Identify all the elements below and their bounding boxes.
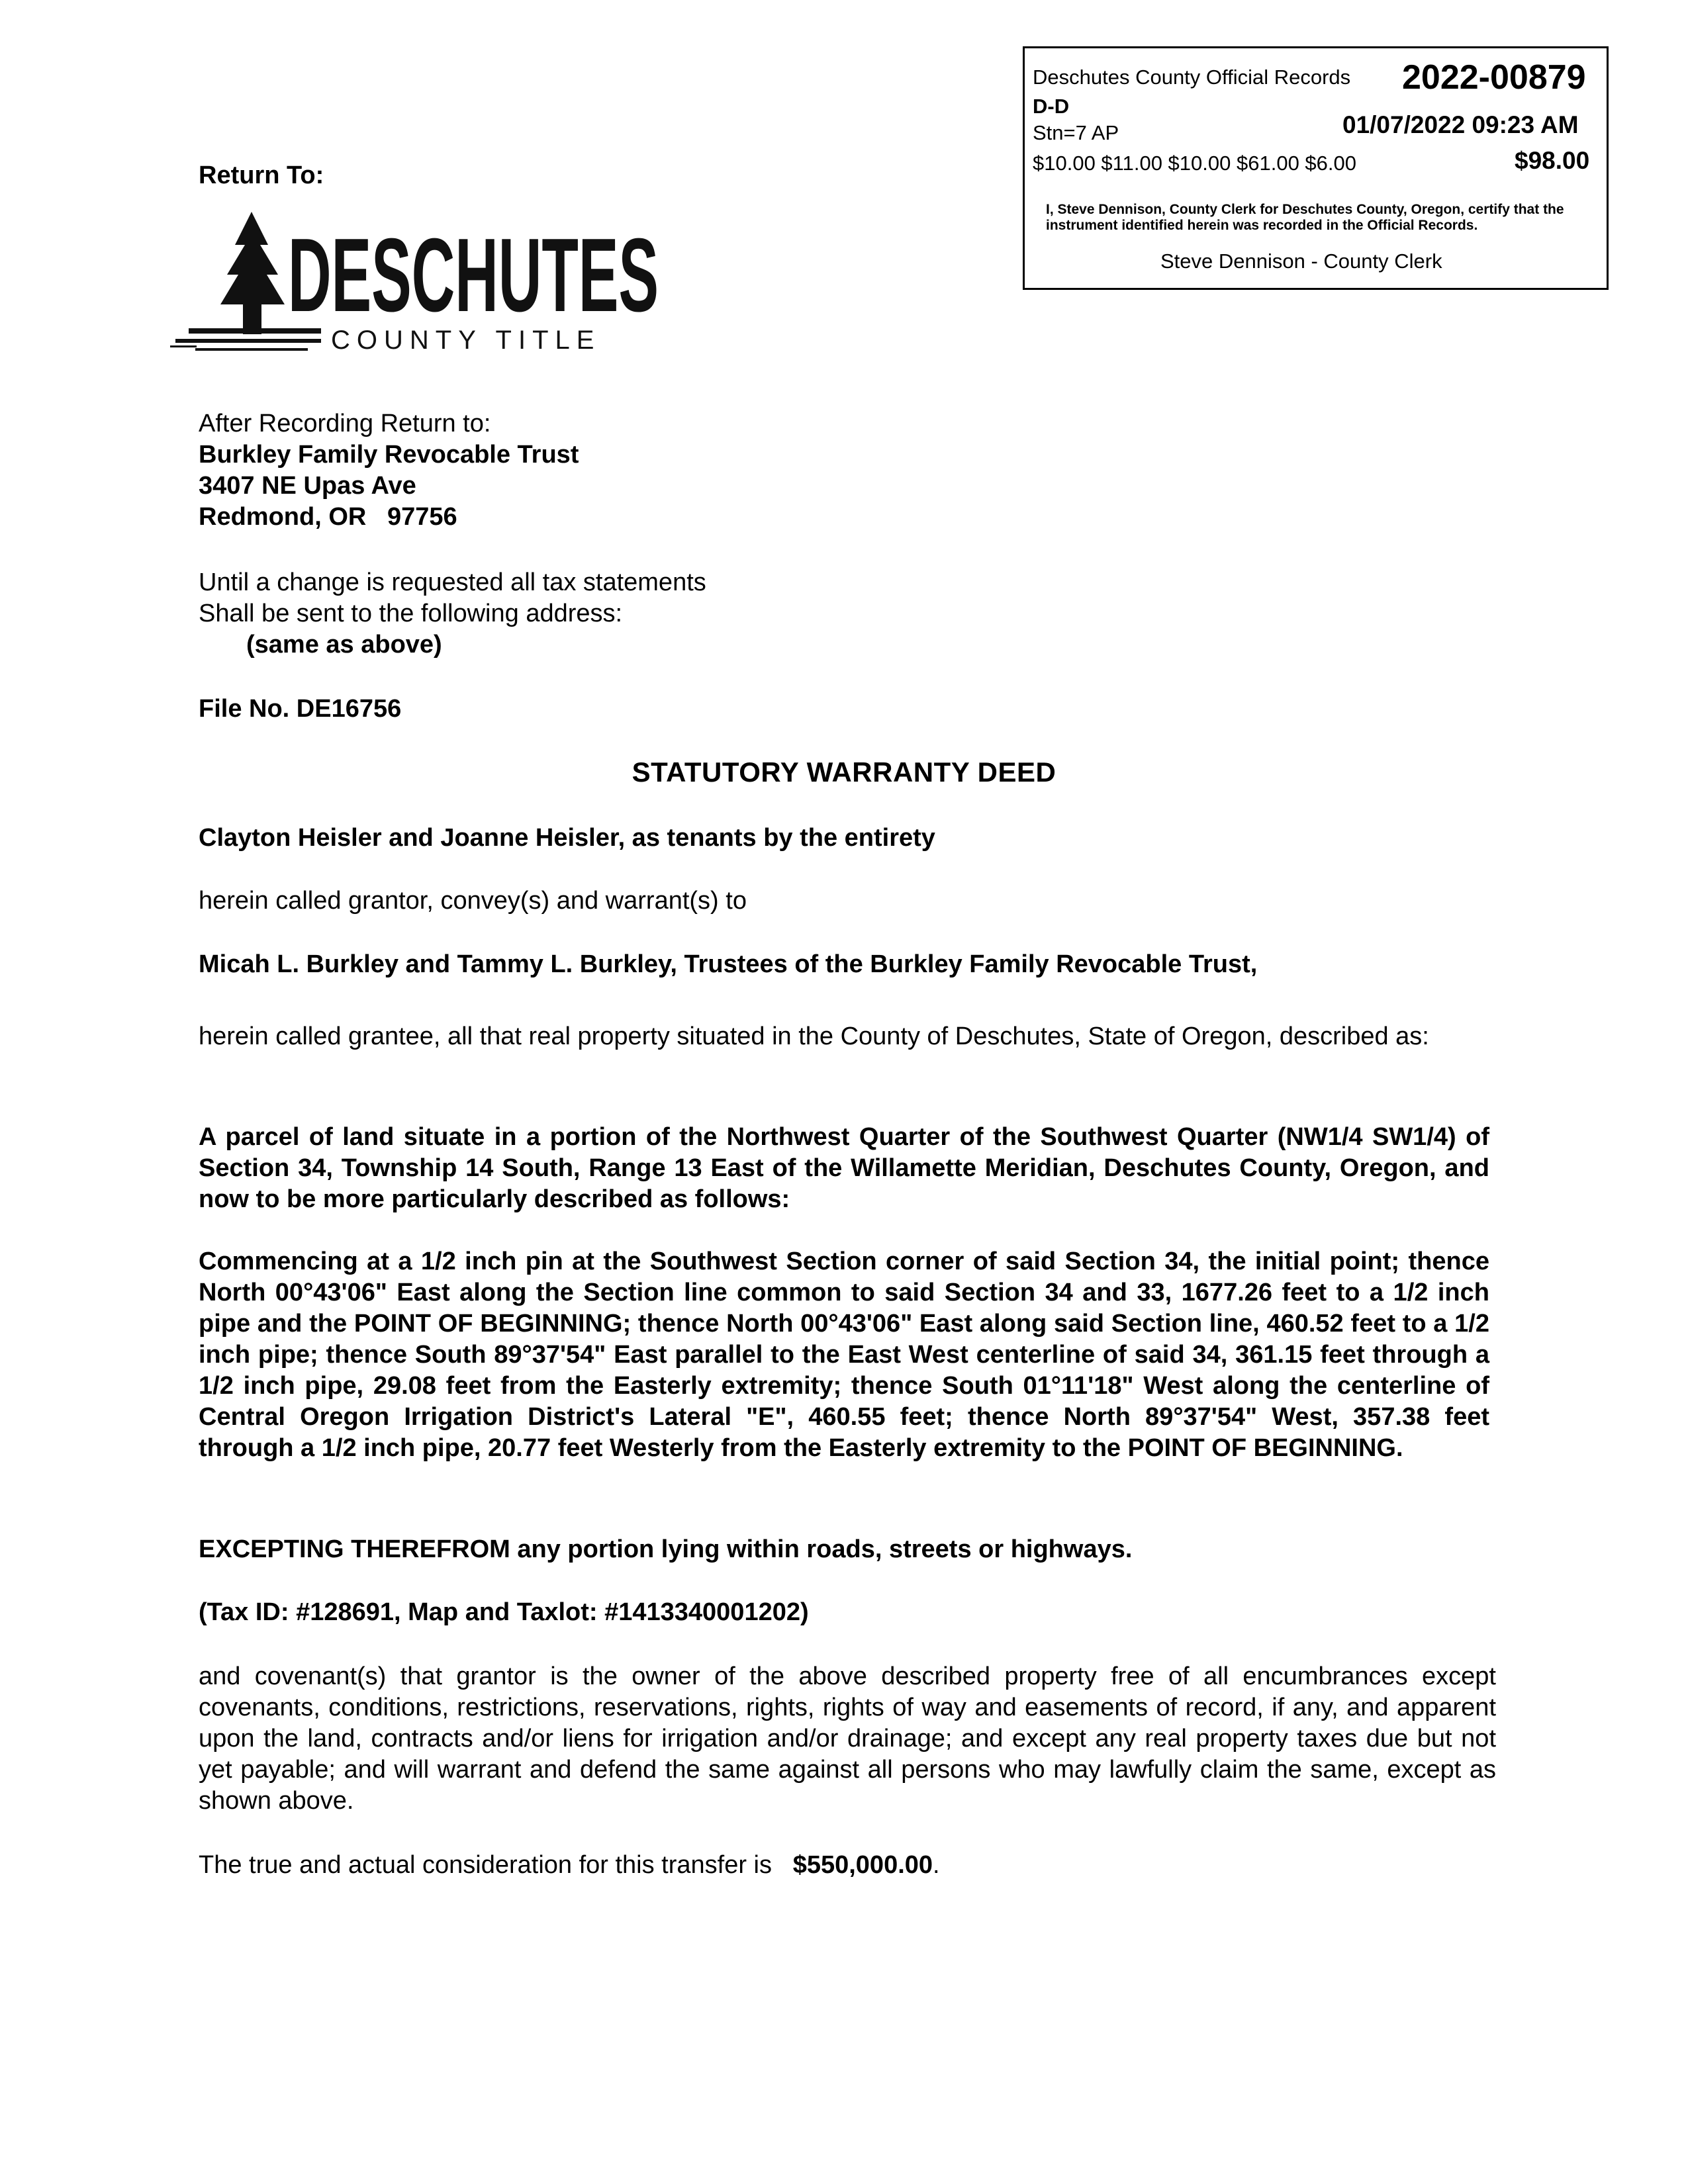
covenants-paragraph: and covenant(s) that grantor is the owner of the above described property free of all encumbrances except covenants, conditions, restrictions, reservations, rights, rights of way and easements of record, if any, and apparent upon the land, contracts and/or liens for irrigation and/or drainage; and except any real property taxes due but not yet payable; and will warrant and defend the same against all persons who may lawfully claim the same, except as shown above.: [199, 1662, 1496, 1815]
consideration-end: .: [933, 1851, 940, 1879]
tax-statement-block: [199, 567, 706, 660]
recording-stamp: [1023, 46, 1609, 290]
return-name: Burkley Family Revocable Trust: [199, 441, 579, 469]
svg-text:COUNTY TITLE: COUNTY TITLE: [331, 326, 601, 355]
stamp-fees: $10.00 $11.00 $10.00 $61.00 $6.00: [1033, 152, 1356, 175]
return-city: Redmond, OR 97756: [199, 503, 457, 531]
grantee-names: Micah L. Burkley and Tammy L. Burkley, Trustees of the Burkley Family Revocable Trust,: [199, 950, 1258, 978]
document-title: [0, 756, 1688, 788]
legal-description-metes-bounds: Commencing at a 1/2 inch pin at the Southwest Section corner of said Section 34, the initial point; thence North 00°43'06" East along the Section line common to said Section 34 and 33, 1677.26 feet to a 1/2 inch pipe and the POINT OF BEGINNING; thence North 00°43'06" East along said Section line, 460.52 feet to a 1/2 inch pipe; thence South 89°37'54" East parallel to the East West centerline of said 34, 361.15 feet through a 1/2 inch pipe, 29.08 feet from the Easterly extremity; thence South 01°11'18" West along the centerline of Central Oregon Irrigation District's Lateral "E", 460.55 feet; thence North 89°37'54" West, 357.38 feet through a 1/2 inch pipe, 20.77 feet Westerly from the Easterly extremity to the POINT OF BEGINNING.: [199, 1248, 1489, 1462]
consideration-line: [199, 1851, 940, 1880]
stamp-station: Stn=7 AP: [1033, 121, 1119, 144]
legal-description-exception: EXCEPTING THEREFROM any portion lying within roads, streets or highways.: [199, 1535, 1133, 1563]
return-to-label: Return To:: [199, 161, 324, 189]
stamp-clerk: Steve Dennison - County Clerk: [1160, 250, 1442, 273]
file-number: File No. DE16756: [199, 695, 402, 723]
return-street: 3407 NE Upas Ave: [199, 472, 416, 500]
consideration-amount: $550,000.00: [792, 1851, 933, 1879]
stamp-record-number: 2022-00879: [1402, 58, 1586, 97]
after-recording-label: After Recording Return to:: [199, 410, 491, 437]
stamp-total: $98.00: [1515, 147, 1590, 174]
grantor-names: Clayton Heisler and Joanne Heisler, as tenants by the entirety: [199, 824, 935, 852]
tree-logo-icon: [169, 199, 685, 364]
after-recording-block: [199, 408, 579, 533]
consideration-text: The true and actual consideration for this transfer is: [199, 1851, 773, 1879]
document-title-text: STATUTORY WARRANTY DEED: [632, 756, 1056, 788]
svg-text:DESCHUTES: DESCHUTES: [288, 217, 659, 334]
tax-line-3: (same as above): [246, 631, 442, 659]
tax-line-1: Until a change is requested all tax statements: [199, 569, 706, 596]
stamp-datetime: 01/07/2022 09:23 AM: [1342, 111, 1579, 138]
tax-line-2: Shall be sent to the following address:: [199, 600, 623, 627]
stamp-office: Deschutes County Official Records: [1033, 66, 1351, 89]
grantee-clause: herein called grantee, all that real property situated in the County of Deschutes, State of Oregon, described as:: [199, 1023, 1429, 1050]
stamp-certification: I, Steve Dennison, County Clerk for Deschutes County, Oregon, certify that the instrument identified herein was recorded in the Official Records.: [1046, 202, 1564, 233]
deschutes-county-title-logo: [169, 199, 685, 364]
grantor-clause: herein called grantor, convey(s) and warrant(s) to: [199, 887, 747, 915]
legal-description-intro: A parcel of land situate in a portion of the Northwest Quarter of the Southwest Quarter (NW1/4 SW1/4) of Section 34, Township 14 South, Range 13 East of the Willamette Meridian, Deschutes County, Oregon, and now to be more particularly described as follows:: [199, 1123, 1489, 1213]
stamp-doc-type: D-D: [1033, 95, 1070, 118]
tax-id-line: (Tax ID: #128691, Map and Taxlot: #1413340001202): [199, 1598, 809, 1626]
